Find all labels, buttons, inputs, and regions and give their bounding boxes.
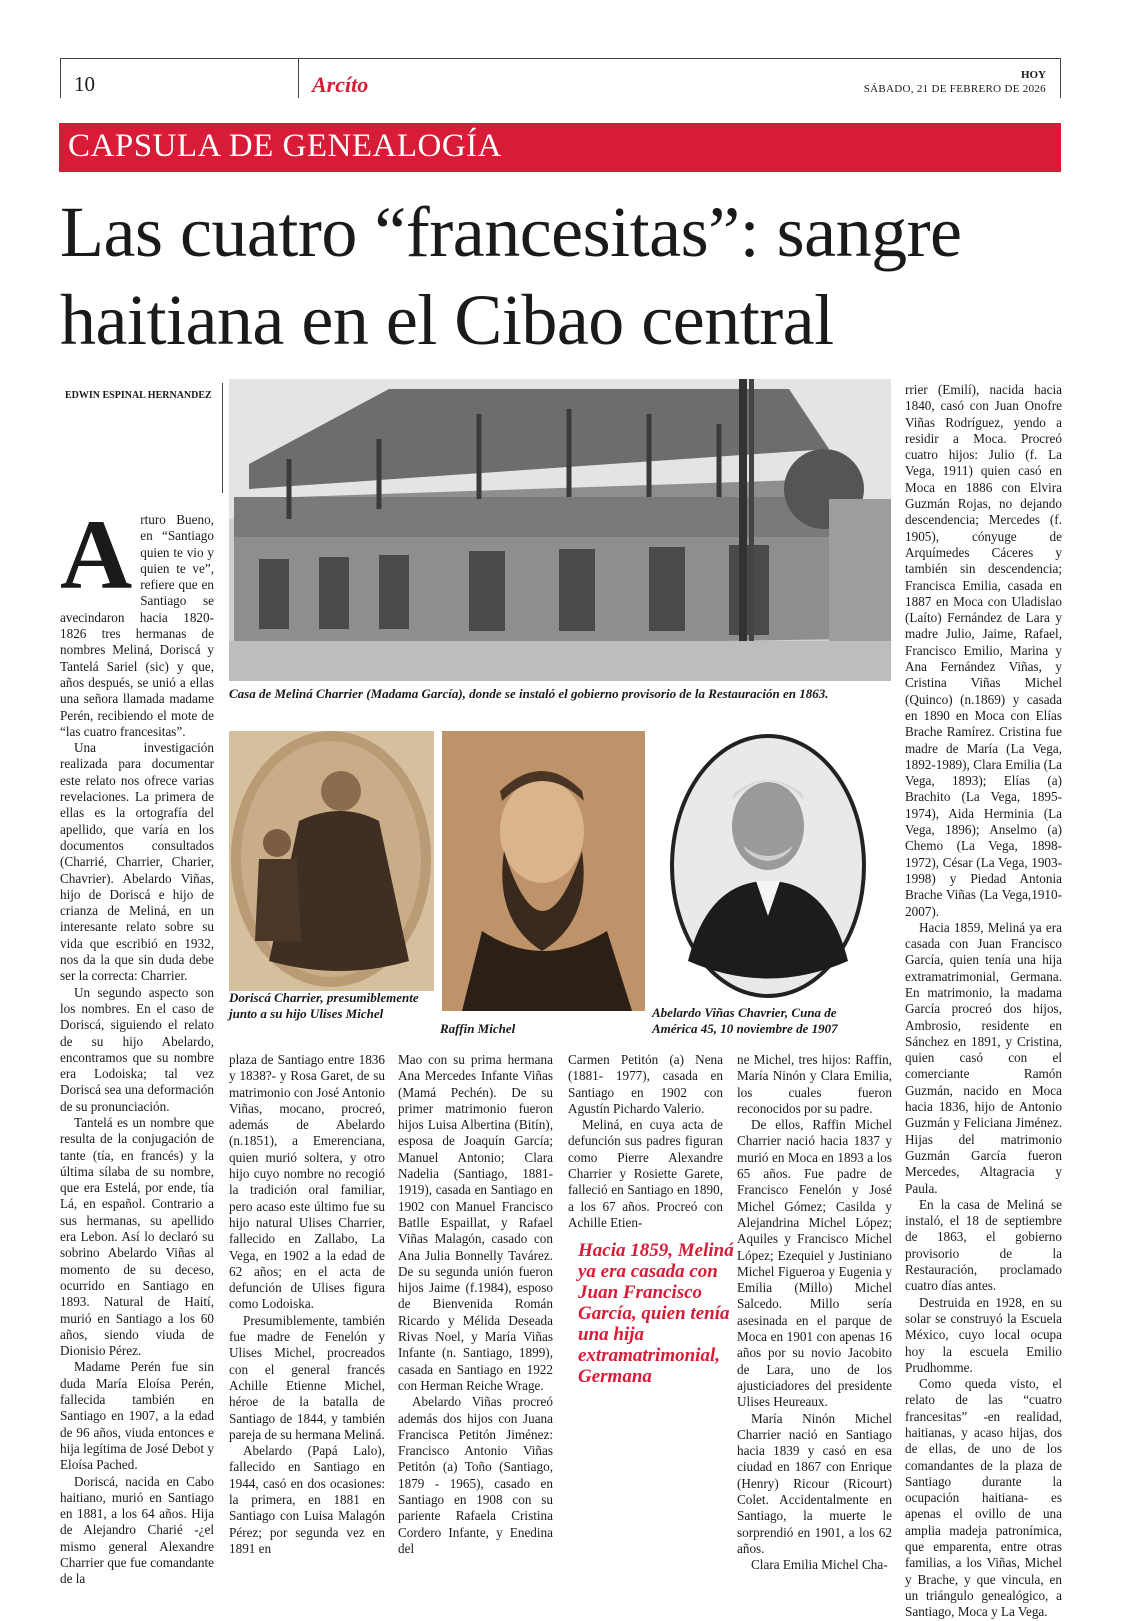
header-divider xyxy=(298,58,299,98)
raffin-photo-caption: Raffin Michel xyxy=(440,1021,516,1036)
paragraph: Carmen Petitón (a) Nena (1881- 1977), casada en Santiago en 1902 con Agustín Pichardo Valerio. xyxy=(568,1052,723,1116)
pull-quote: Hacia 1859, Meliná ya era casada con Juan Francisco García, quien tenía una hija extramatrimonial, Germana xyxy=(578,1240,734,1387)
paragraph: Un segundo aspecto son los nombres. En el caso de Doriscá, siguiendo el relato de su hijo Abelardo, encontramos que su nombre era Lodoiska; tal vez Doriscá sea una deformación de su pronunciación. xyxy=(60,984,214,1114)
section-banner-title: CAPSULA DE GENEALOGÍA xyxy=(68,128,502,164)
headline: Las cuatro “francesitas”: sangre haitiana en el Cibao central xyxy=(60,192,962,360)
article-column-6 xyxy=(905,382,1062,1620)
paragraph: En la casa de Meliná se instaló, el 18 de septiembre de 1863, el gobierno provisorio de la Restauración, proclamado cuatro días antes. xyxy=(905,1196,1062,1294)
dorisca-photo xyxy=(229,731,434,991)
paragraph: plaza de Santiago entre 1836 y 1838?- y Rosa Garet, de su matrimonio con José Antonio Viñas, mocano, procreó, además de Abelardo (n.1851), a Emerenciana, quien murió soltera, y otro hijo cuyo nombre no recogió la tradición oral familiar, pero acaso este último fue su hijo natural Ulises Charrier, fallecido en Zallabo, La Vega, en 1902 a la edad de 62 años; en el acta de defunción de Ulises figura como Lodoiska. xyxy=(229,1052,385,1312)
paragraph: Una investigación realizada para documentar este relato nos ofrece varias revelaciones. La primera de ellas es la ortografía del apellido, que varía en los documentos consultados (Charrié, Charrier, Charier, Chavrier). Abelardo Viñas, hijo de Doriscá e hijo de crianza de Meliná, en un interesante relato sobre su vida que escribió en 1932, nos da la que sin duda debe ser la correcta: Charrier. xyxy=(60,740,214,984)
paragraph: Presumiblemente, también fue madre de Fenelón y Ulises Michel, procreados con el general francés Achille Etienne Michel, héroe de la batalla de Santiago de 1844, y también pareja de su hermana Meliná. xyxy=(229,1312,385,1442)
header-divider-left xyxy=(60,58,61,98)
article-column-4 xyxy=(568,1052,723,1232)
dorisca-photo-caption: Doriscá Charrier, presumiblemente junto a su hijo Ulises Michel xyxy=(229,990,419,1021)
paragraph: Tantelá es un nombre que resulta de la conjugación de tante (tía, en francés) y la última sílaba de su nombre, que era Estelá, por ende, tía Lá, en español. Contrario a sus hermanas, su apellido era Lebon. Así lo declaró su sobrino Abelardo Viñas al momento de su deceso, ocurrido en Santiago en 1893. Natural de Haití, murió en Santiago a los 60 años, siendo viuda de Dionisio Pérez. xyxy=(60,1114,214,1359)
byline: EDWIN ESPINAL HERNANDEZ xyxy=(65,390,212,401)
article-column-3 xyxy=(398,1052,553,1562)
house-photo-caption: Casa de Meliná Charrier (Madama García), donde se instaló el gobierno provisorio de la Restauración en 1863. xyxy=(229,686,829,701)
raffin-photo xyxy=(442,731,645,1011)
article-column-2 xyxy=(229,1052,385,1562)
abelardo-photo-caption: Abelardo Viñas Chavrier, Cuna de América 45, 10 noviembre de 1907 xyxy=(652,1005,838,1036)
abelardo-photo xyxy=(668,731,868,1001)
paragraph: Abelardo Viñas procreó además dos hijos con Juana Francisca Petitón Jiménez: Francisco Antonio Viñas Petitón (a) Toño (Santiago, 1879 - 1965), casado en Santiago en 1908 con su pariente Rafaela Cristina Cordero Infante, y Enedina del xyxy=(398,1394,553,1556)
byline-rule xyxy=(222,383,223,493)
paragraph: rrier (Emilí), nacida hacia 1840, casó con Juan Onofre Viñas Rodríguez, yendo a residir a Moca. Procreó cuatro hijos: Julio (f. La Vega, 1911) quien casó en Moca en 1886 con Elvira Guzmán Rojas, no dejando descendencia; Mercedes (f. 1905), cónyuge de Arquímedes Cáceres y también sin descendencia; Francisca Emilia, casada en 1887 en Moca con Uladislao (Laíto) Fernández de Lara y madre Julio, Jaime, Rafael, Francisco Emilio, Marina y Ana Fernández Viñas, y Cristina Viñas Michel (Quinco) (n.1869) y casada en 1890 en Moca con Elías Brache Ramírez. Cristina fue madre de María (La Vega, 1892-1989), Clara Emilia (La Vega, 1893); Elías (a) Brachito (La Vega, 1895-1974), Aida Herminia (La Vega, 1896); Anselmo (a) Chemo (La Vega, 1898-1972), César (La Vega, 1903-1998) y Piedad Antonia Brache Viñas (La Vega,1910-2007). xyxy=(905,382,1062,919)
paragraph: Clara Emilia Michel Cha- xyxy=(751,1557,888,1573)
issue-date: SÁBADO, 21 DE FEBRERO DE 2026 xyxy=(863,83,1046,95)
paragraph: Como queda visto, el relato de las “cuatro francesitas” -en realidad, haitianas, y acaso hijas, dos de ellas, de uno de los comandantes de la plaza de Santiago durante la ocupación haitiana- es apenas el ovillo de una amplia madeja patronímica, que emparenta, entre otras familias, a los Viñas, Michel y Brache, y que vincula, en un triángulo genealógico, a Santiago, Moca y La Vega. xyxy=(905,1376,1062,1620)
article-column-1 xyxy=(60,499,214,1587)
header-rule xyxy=(60,58,1061,59)
paragraph: Doriscá, nacida en Cabo haitiano, murió en Santiago en 1881, a los 64 años. Hija de Alejandro Charié -¿el mismo general Alexandre Charrier que fue comandante de la xyxy=(60,1473,214,1587)
paragraph: María Ninón Michel Charrier nació en Santiago hacia 1839 y casó en esa ciudad en 1867 con Enrique (Henry) Ricour (Ricourt) Colet. Accidentalmente en Santiago, la muerte le sorprendió en 1901, a los 62 años. xyxy=(737,1410,892,1556)
dropcap: A xyxy=(60,499,133,610)
newspaper-name: HOY xyxy=(1020,69,1046,81)
header-divider-right xyxy=(1060,58,1061,98)
section-name: Arcíto xyxy=(312,72,369,97)
paragraph: Destruida en 1928, en su solar se construyó la Escuela México, cuyo local ocupa hoy la escuela Emilio Prudhomme. xyxy=(905,1294,1062,1375)
paragraph: ne Michel, tres hijos: Raffin, María Ninón y Clara Emilia, los cuales fueron reconocidos por su padre. xyxy=(737,1052,892,1116)
paragraph: rturo Bueno, en “Santiago quien te vio y quien te ve”, refiere que en Santiago se avecindaron hacia 1820-1826 tres hermanas de nombres Meliná, Doriscá y Tantelá Sariel (sic) y que, años después, se unió a ellas una señora llamada madame Perén, recibiendo el mote de “las cuatro francesitas”. xyxy=(60,512,214,739)
paragraph: Mao con su prima hermana Ana Mercedes Infante Viñas (Mamá Pechén). De su primer matrimonio fueron hijos Luisa Albertina (Bitín), esposa de Joaquín García; Manuel Antonio; Clara Nadelia (Santiago, 1881- 1919), casada en Santiago en 1902 con Manuel Francisco Batlle Espaillat, y Rafael Viñas Malagón, casado con Ana Julia Bonnelly Tavárez. De su segunda unión fueron hijos Jaime (f.1984), esposo de Bienvenida Román Ricardo y Mélida Deseada Rivas Noel, y María Viñas Infante (n. Santiago, 1899), casada en Santiago en 1922 con Herman Reiche Wrage. xyxy=(398,1052,553,1393)
house-photo xyxy=(229,379,891,681)
paragraph: Meliná, en cuya acta de defunción sus padres figuran como Pierre Alexandre Charrier y Rosiette Garete, falleció en Santiago en 1890, a los 67 años. Procreó con Achille Etien- xyxy=(568,1117,723,1230)
paragraph: Madame Perén fue sin duda María Eloísa Perén, fallecida también en Santiago en 1907, a la edad de 96 años, viuda entonces e hija legítima de José Debot y Eloísa Pached. xyxy=(60,1359,214,1473)
paragraph: Hacia 1859, Meliná ya era casada con Juan Francisco García, quien tenía una hija extramatrimonial, Germana. En matrimonio, la madama García procreó dos hijos, Ambrosio, residente en Sánchez en 1891, y Cristina, quien casó con el comerciante Ramón Guzmán, nacido en Moca hacia 1836, hijo de Antonio Guzmán y Feliciana Jiménez. Hijas del matrimonio Guzmán García fueron Mercedes, Altagracia y Paula. xyxy=(905,919,1062,1196)
page-number: 10 xyxy=(74,72,95,96)
paragraph: De ellos, Raffin Michel Charrier nació hacia 1837 y murió en Moca en 1893 a los 65 años. Fue padre de Francisco Fenelón y José Michel Gómez; Casilda y Alejandrina Michel López; Aquiles y Francisco Michel López; Ezequiel y Justiniano Michel Figueroa y Eugenia y Emilia (Millo) Michel Salcedo. Millo sería asesinada en el parque de Moca en 1901 con apenas 16 años por su novio Jacobito de Lara, uno de los ajusticiadores del presidente Ulises Heureaux. xyxy=(737,1117,892,1410)
paragraph: Abelardo (Papá Lalo), fallecido en Santiago en 1944, casó en dos ocasiones: la primera, en 1881 en Santiago con Luisa Malagón Pérez; por segunda vez en 1891 en xyxy=(229,1443,385,1556)
article-column-5 xyxy=(737,1052,892,1573)
